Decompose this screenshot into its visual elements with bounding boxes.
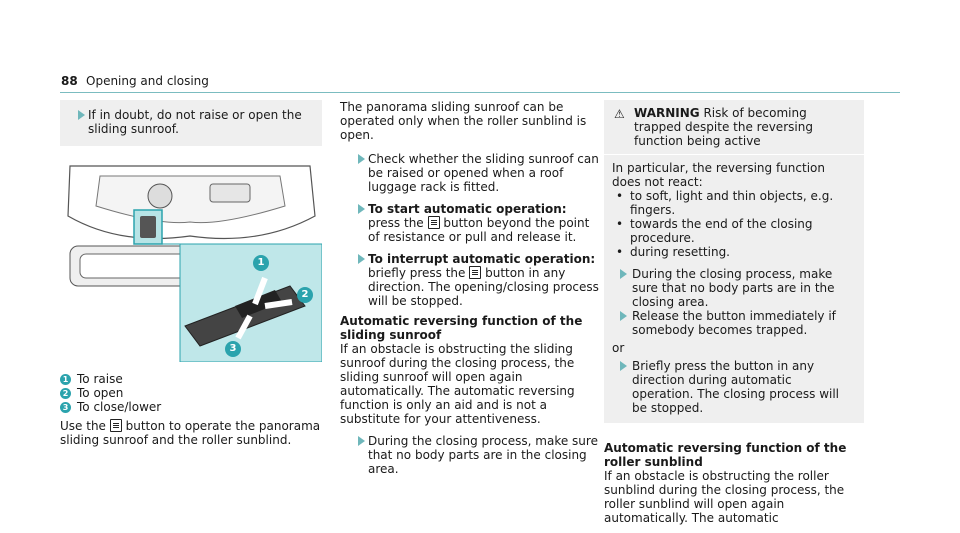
list-text: towards the end of the closing procedure. [630,217,813,245]
step-text: During the closing process, make sure that no body parts are in the closing area. [368,434,598,476]
or-text: or [612,341,625,355]
button-icon [428,216,440,229]
bullet-icon: • [616,189,624,203]
tip-step [60,108,322,136]
step-text-pre: briefly press the [368,266,466,280]
warn-step [612,359,856,415]
list-text: during resetting. [630,245,730,259]
callout-2: 2 [297,287,313,303]
arrow-icon [620,361,627,371]
warning-body: In particular, the reversing function does not react: [612,161,825,189]
warning-label: WARNING [634,106,700,120]
step-text-pre: press the [368,216,424,230]
reversing-paragraph: If an obstacle is obstructing the sliding sunroof during the closing process, the sliding sunroof will open again automatically. The automatic reversing function is only an aid and is not a substitute for your attentiveness. [340,342,575,426]
warning-header [604,106,864,155]
step-text: Briefly press the button in any direction during automatic operation. The closing process will be stopped. [632,359,840,415]
legend-num: 1 [60,374,71,385]
section-heading: Automatic reversing function of the sliding sunroof [340,314,583,342]
step-label: To interrupt automatic operation: [368,252,596,266]
legend-item [60,400,322,414]
button-icon [110,419,122,432]
step-text: During the closing process, make sure that no body parts are in the closing area. [632,267,835,309]
header-rule [60,92,900,93]
page-number: 88 [61,74,78,88]
arrow-icon [78,110,85,120]
callout-3: 3 [225,341,241,357]
usage-paragraph [60,419,322,447]
arrow-icon [620,269,627,279]
list-item [612,245,856,259]
column-right [604,100,864,525]
column-middle [340,100,602,476]
legend-item [60,386,322,400]
warn-step [612,309,856,337]
overhead-control-illustration [60,156,322,362]
warning-text: Risk of becoming trapped despite the reversing function being active [634,106,813,148]
sunroof-figure [60,156,322,362]
legend-text: To raise [77,372,123,386]
bullet-icon: • [616,217,624,231]
legend-text: To close/lower [77,400,162,414]
legend-num: 2 [60,388,71,399]
warn-step [612,267,856,309]
step-text: Check whether the sliding sunroof can be raised or opened when a roof luggage rack is fitted. [368,152,599,194]
tip-box [60,100,322,146]
usage-pre: Use the [60,419,106,433]
callout-1: 1 [253,255,269,271]
legend-item [60,372,322,386]
arrow-icon [358,154,365,164]
step-text-post: button in any direction. The opening/closing process will be stopped. [368,266,599,308]
step-closing [340,434,602,476]
list-text: to soft, light and thin objects, e.g. fingers. [630,189,834,217]
warning-triangle-icon: ⚠ [614,107,625,121]
intro-text: The panorama sliding sunroof can be operated only when the roller sunblind is open. [340,100,587,142]
bullet-icon: • [616,245,624,259]
list-item [612,189,856,217]
step-text-post: button beyond the point of resistance or pull and release it. [368,216,590,244]
step-interrupt [340,252,602,308]
arrow-icon [358,436,365,446]
legend-num: 3 [60,402,71,413]
section-title: Opening and closing [86,74,209,88]
sunblind-paragraph: If an obstacle is obstructing the roller sunblind during the closing process, the roller sunblind will open again automatically. The automatic [604,469,845,525]
step-start [340,202,602,244]
step-text: Release the button immediately if somebody becomes trapped. [632,309,836,337]
arrow-icon [358,204,365,214]
warning-box [604,100,864,423]
section-heading: Automatic reversing function of the roller sunblind [604,441,847,469]
arrow-icon [358,254,365,264]
arrow-icon [620,311,627,321]
step-label: To start automatic operation: [368,202,567,216]
column-left [60,100,322,447]
legend-text: To open [77,386,124,400]
legend [60,372,322,414]
list-item [612,217,856,245]
tip-text: If in doubt, do not raise or open the sliding sunroof. [88,108,302,136]
button-icon [469,266,481,279]
step-check [340,152,602,194]
usage-post: button to operate the panorama sliding sunroof and the roller sunblind. [60,419,321,447]
